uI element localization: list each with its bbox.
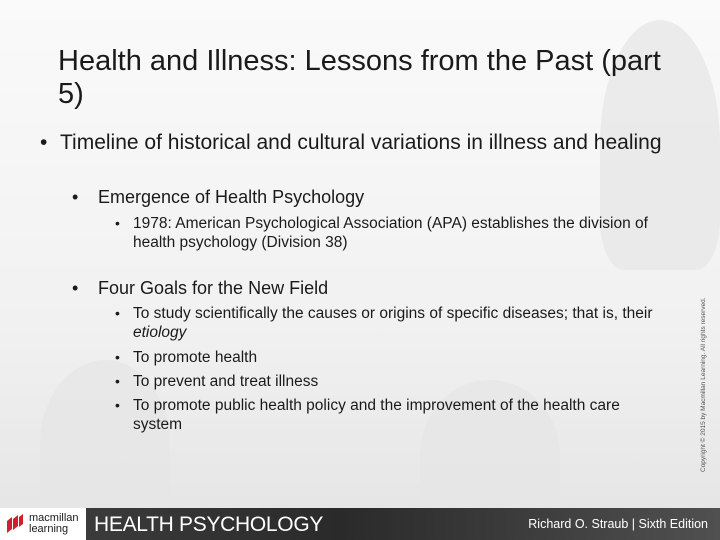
section-heading: Emergence of Health Psychology bbox=[98, 187, 365, 207]
footer-bar bbox=[86, 508, 720, 540]
bullet-marker: • bbox=[115, 397, 120, 413]
list-item-text: To prevent and treat illness bbox=[133, 373, 319, 390]
list-item-text: To promote public health policy and the improvement of the health care system bbox=[133, 397, 620, 433]
bullet-text: Timeline of historical and cultural variations in illness and healing bbox=[60, 131, 662, 154]
etiology-term: etiology bbox=[133, 324, 187, 341]
bullet-marker: • bbox=[72, 278, 79, 298]
logo-wordmark bbox=[29, 513, 79, 535]
publisher-logo bbox=[0, 508, 86, 540]
list-item bbox=[115, 396, 673, 434]
list-item bbox=[115, 214, 673, 252]
copyright-notice: Copyright © 2015 by Macmillan Learning. All rights reserved. bbox=[700, 297, 707, 472]
section-heading-four-goals bbox=[72, 277, 658, 299]
section-heading-health-psychology bbox=[72, 186, 658, 208]
bullet-marker: • bbox=[115, 349, 120, 365]
logo-line-2: learning bbox=[29, 523, 69, 535]
bullet-marker: • bbox=[115, 215, 120, 231]
bullet-marker: • bbox=[115, 305, 120, 321]
list-item-text: 1978: American Psychological Association (APA) establishes the division of health psychology (Division 38) bbox=[133, 215, 648, 251]
list-item bbox=[115, 348, 673, 367]
bullet-marker: • bbox=[40, 131, 48, 154]
list-item-text: To promote health bbox=[133, 349, 258, 366]
book-title: HEALTH PSYCHOLOGY bbox=[94, 513, 324, 536]
list-item bbox=[115, 304, 673, 342]
bullet-marker: • bbox=[115, 373, 120, 389]
list-item-text: To study scientifically the causes or origins of specific diseases; that is, their bbox=[133, 305, 653, 322]
section-heading: Four Goals for the New Field bbox=[98, 278, 329, 298]
slide-title: Health and Illness: Lessons from the Past (part 5) bbox=[58, 45, 661, 110]
author-edition: Richard O. Straub | Sixth Edition bbox=[528, 517, 708, 531]
bullet-level-1 bbox=[40, 130, 680, 156]
logo-line-1: macmillan bbox=[29, 512, 79, 524]
macmillan-logo-icon bbox=[6, 514, 24, 534]
list-item bbox=[115, 372, 673, 391]
bullet-marker: • bbox=[72, 187, 79, 207]
